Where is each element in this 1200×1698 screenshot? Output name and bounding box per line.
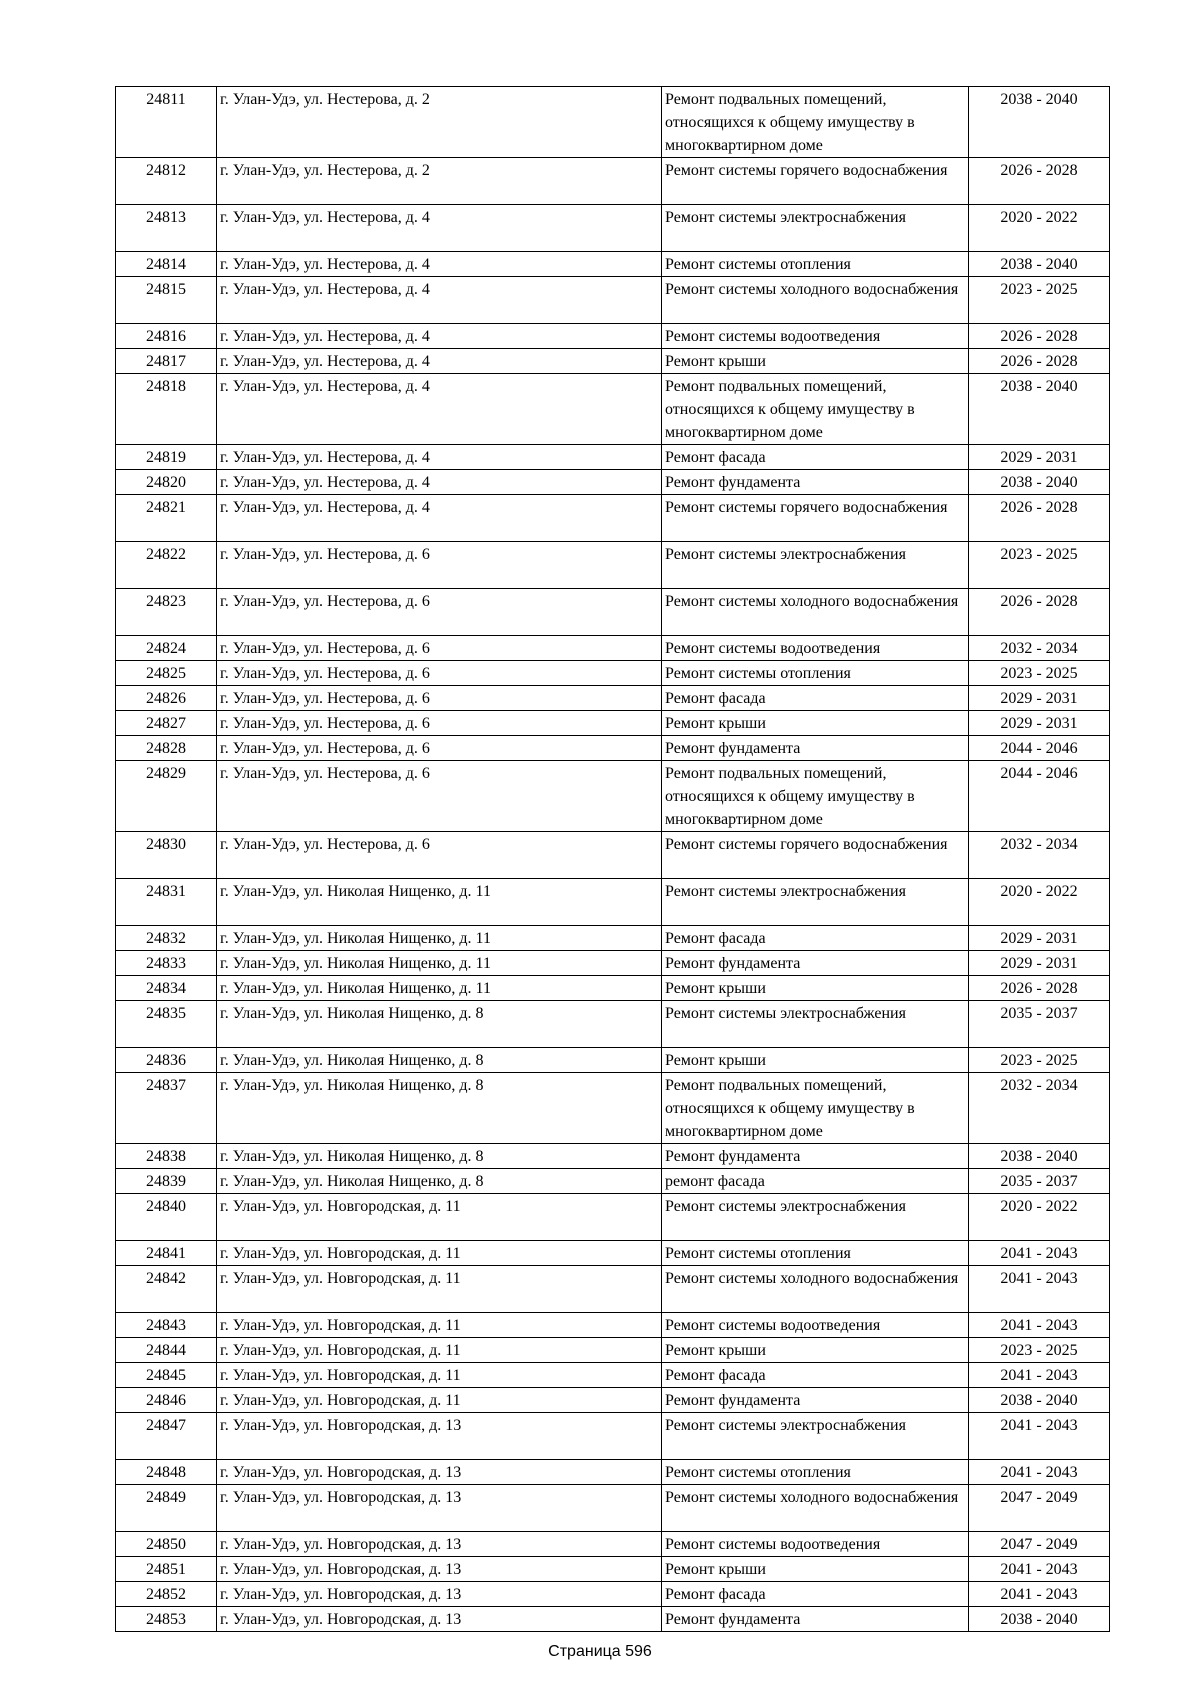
- row-number: 24850: [116, 1532, 217, 1557]
- row-number: 24847: [116, 1413, 217, 1460]
- row-number: 24818: [116, 374, 217, 445]
- address-cell: г. Улан-Удэ, ул. Нестерова, д. 4: [217, 277, 662, 324]
- row-number: 24848: [116, 1460, 217, 1485]
- row-number: 24845: [116, 1363, 217, 1388]
- row-number: 24816: [116, 324, 217, 349]
- table-row: [116, 1557, 1110, 1582]
- row-number: 24838: [116, 1144, 217, 1169]
- address-cell: г. Улан-Удэ, ул. Нестерова, д. 2: [217, 158, 662, 205]
- table-row: [116, 589, 1110, 636]
- row-number: 24831: [116, 879, 217, 926]
- work-type-cell: Ремонт подвальных помещений, относящихся к общему имуществу в многоквартирном доме: [662, 87, 969, 158]
- table-row: [116, 1388, 1110, 1413]
- work-type-cell: Ремонт фасада: [662, 1363, 969, 1388]
- table-row: [116, 470, 1110, 495]
- period-cell: 2029 - 2031: [969, 711, 1110, 736]
- period-cell: 2047 - 2049: [969, 1532, 1110, 1557]
- work-type-cell: Ремонт фасада: [662, 445, 969, 470]
- table-row: [116, 661, 1110, 686]
- row-number: 24817: [116, 349, 217, 374]
- period-cell: 2032 - 2034: [969, 1073, 1110, 1144]
- address-cell: г. Улан-Удэ, ул. Нестерова, д. 4: [217, 324, 662, 349]
- work-type-cell: Ремонт системы водоотведения: [662, 636, 969, 661]
- address-cell: г. Улан-Удэ, ул. Новгородская, д. 11: [217, 1313, 662, 1338]
- period-cell: 2023 - 2025: [969, 542, 1110, 589]
- work-type-cell: Ремонт системы водоотведения: [662, 1532, 969, 1557]
- table-row: [116, 1194, 1110, 1241]
- work-type-cell: Ремонт крыши: [662, 711, 969, 736]
- table-row: [116, 1048, 1110, 1073]
- period-cell: 2029 - 2031: [969, 686, 1110, 711]
- row-number: 24828: [116, 736, 217, 761]
- table-row: [116, 1460, 1110, 1485]
- work-type-cell: Ремонт фундамента: [662, 951, 969, 976]
- row-number: 24842: [116, 1266, 217, 1313]
- address-cell: г. Улан-Удэ, ул. Новгородская, д. 13: [217, 1607, 662, 1632]
- period-cell: 2038 - 2040: [969, 1144, 1110, 1169]
- period-cell: 2044 - 2046: [969, 761, 1110, 832]
- work-type-cell: Ремонт системы электроснабжения: [662, 1001, 969, 1048]
- work-type-cell: Ремонт системы отопления: [662, 252, 969, 277]
- period-cell: 2029 - 2031: [969, 951, 1110, 976]
- table-row: [116, 951, 1110, 976]
- period-cell: 2038 - 2040: [969, 1607, 1110, 1632]
- table-row: [116, 1607, 1110, 1632]
- address-cell: г. Улан-Удэ, ул. Нестерова, д. 4: [217, 470, 662, 495]
- row-number: 24829: [116, 761, 217, 832]
- period-cell: 2038 - 2040: [969, 470, 1110, 495]
- table-row: [116, 711, 1110, 736]
- table-row: [116, 277, 1110, 324]
- period-cell: 2044 - 2046: [969, 736, 1110, 761]
- work-type-cell: Ремонт системы отопления: [662, 1460, 969, 1485]
- table-row: [116, 1413, 1110, 1460]
- table-row: [116, 374, 1110, 445]
- work-type-cell: Ремонт системы холодного водоснабжения: [662, 277, 969, 324]
- address-cell: г. Улан-Удэ, ул. Новгородская, д. 13: [217, 1485, 662, 1532]
- work-type-cell: Ремонт крыши: [662, 1338, 969, 1363]
- address-cell: г. Улан-Удэ, ул. Новгородская, д. 11: [217, 1338, 662, 1363]
- period-cell: 2038 - 2040: [969, 252, 1110, 277]
- row-number: 24822: [116, 542, 217, 589]
- row-number: 24827: [116, 711, 217, 736]
- period-cell: 2023 - 2025: [969, 661, 1110, 686]
- address-cell: г. Улан-Удэ, ул. Нестерова, д. 6: [217, 589, 662, 636]
- table-row: [116, 87, 1110, 158]
- address-cell: г. Улан-Удэ, ул. Новгородская, д. 11: [217, 1241, 662, 1266]
- table-row: [116, 736, 1110, 761]
- address-cell: г. Улан-Удэ, ул. Николая Нищенко, д. 11: [217, 951, 662, 976]
- row-number: 24812: [116, 158, 217, 205]
- address-cell: г. Улан-Удэ, ул. Нестерова, д. 6: [217, 542, 662, 589]
- row-number: 24843: [116, 1313, 217, 1338]
- row-number: 24821: [116, 495, 217, 542]
- period-cell: 2038 - 2040: [969, 87, 1110, 158]
- page-number: Страница 596: [548, 1643, 652, 1660]
- work-type-cell: Ремонт крыши: [662, 1557, 969, 1582]
- row-number: 24834: [116, 976, 217, 1001]
- work-type-cell: Ремонт подвальных помещений, относящихся к общему имуществу в многоквартирном доме: [662, 1073, 969, 1144]
- address-cell: г. Улан-Удэ, ул. Новгородская, д. 11: [217, 1266, 662, 1313]
- work-type-cell: Ремонт системы водоотведения: [662, 1313, 969, 1338]
- address-cell: г. Улан-Удэ, ул. Новгородская, д. 11: [217, 1363, 662, 1388]
- row-number: 24840: [116, 1194, 217, 1241]
- table-row: [116, 158, 1110, 205]
- work-type-cell: Ремонт фундамента: [662, 1388, 969, 1413]
- period-cell: 2041 - 2043: [969, 1313, 1110, 1338]
- address-cell: г. Улан-Удэ, ул. Новгородская, д. 13: [217, 1582, 662, 1607]
- row-number: 24825: [116, 661, 217, 686]
- row-number: 24820: [116, 470, 217, 495]
- address-cell: г. Улан-Удэ, ул. Новгородская, д. 13: [217, 1460, 662, 1485]
- address-cell: г. Улан-Удэ, ул. Нестерова, д. 4: [217, 252, 662, 277]
- work-type-cell: Ремонт подвальных помещений, относящихся к общему имуществу в многоквартирном доме: [662, 761, 969, 832]
- work-type-cell: Ремонт фундамента: [662, 736, 969, 761]
- period-cell: 2041 - 2043: [969, 1582, 1110, 1607]
- period-cell: 2041 - 2043: [969, 1413, 1110, 1460]
- row-number: 24836: [116, 1048, 217, 1073]
- period-cell: 2020 - 2022: [969, 1194, 1110, 1241]
- work-type-cell: Ремонт системы отопления: [662, 1241, 969, 1266]
- work-type-cell: Ремонт системы электроснабжения: [662, 205, 969, 252]
- table-row: [116, 1363, 1110, 1388]
- table-row: [116, 495, 1110, 542]
- work-type-cell: Ремонт подвальных помещений, относящихся к общему имуществу в многоквартирном доме: [662, 374, 969, 445]
- table-row: [116, 832, 1110, 879]
- address-cell: г. Улан-Удэ, ул. Нестерова, д. 6: [217, 736, 662, 761]
- row-number: 24813: [116, 205, 217, 252]
- address-cell: г. Улан-Удэ, ул. Новгородская, д. 13: [217, 1557, 662, 1582]
- row-number: 24811: [116, 87, 217, 158]
- address-cell: г. Улан-Удэ, ул. Николая Нищенко, д. 8: [217, 1073, 662, 1144]
- period-cell: 2026 - 2028: [969, 976, 1110, 1001]
- work-type-cell: Ремонт системы горячего водоснабжения: [662, 832, 969, 879]
- address-cell: г. Улан-Удэ, ул. Новгородская, д. 13: [217, 1413, 662, 1460]
- period-cell: 2026 - 2028: [969, 158, 1110, 205]
- period-cell: 2029 - 2031: [969, 926, 1110, 951]
- work-type-cell: Ремонт системы холодного водоснабжения: [662, 1485, 969, 1532]
- work-type-cell: Ремонт фасада: [662, 926, 969, 951]
- period-cell: 2026 - 2028: [969, 324, 1110, 349]
- work-type-cell: Ремонт фасада: [662, 1582, 969, 1607]
- table-row: [116, 926, 1110, 951]
- work-type-cell: Ремонт системы отопления: [662, 661, 969, 686]
- period-cell: 2041 - 2043: [969, 1363, 1110, 1388]
- row-number: 24815: [116, 277, 217, 324]
- address-cell: г. Улан-Удэ, ул. Николая Нищенко, д. 11: [217, 976, 662, 1001]
- work-type-cell: ремонт фасада: [662, 1169, 969, 1194]
- address-cell: г. Улан-Удэ, ул. Нестерова, д. 4: [217, 205, 662, 252]
- table-row: [116, 542, 1110, 589]
- address-cell: г. Улан-Удэ, ул. Нестерова, д. 6: [217, 832, 662, 879]
- address-cell: г. Улан-Удэ, ул. Николая Нищенко, д. 8: [217, 1169, 662, 1194]
- period-cell: 2035 - 2037: [969, 1169, 1110, 1194]
- address-cell: г. Улан-Удэ, ул. Новгородская, д. 11: [217, 1194, 662, 1241]
- table-row: [116, 1338, 1110, 1363]
- work-type-cell: Ремонт фундамента: [662, 1144, 969, 1169]
- row-number: 24853: [116, 1607, 217, 1632]
- row-number: 24849: [116, 1485, 217, 1532]
- period-cell: 2038 - 2040: [969, 1388, 1110, 1413]
- table-row: [116, 1001, 1110, 1048]
- period-cell: 2023 - 2025: [969, 1048, 1110, 1073]
- row-number: 24844: [116, 1338, 217, 1363]
- address-cell: г. Улан-Удэ, ул. Нестерова, д. 6: [217, 686, 662, 711]
- row-number: 24839: [116, 1169, 217, 1194]
- table-row: [116, 445, 1110, 470]
- address-cell: г. Улан-Удэ, ул. Нестерова, д. 4: [217, 374, 662, 445]
- period-cell: 2020 - 2022: [969, 879, 1110, 926]
- table-row: [116, 879, 1110, 926]
- row-number: 24826: [116, 686, 217, 711]
- address-cell: г. Улан-Удэ, ул. Нестерова, д. 6: [217, 761, 662, 832]
- table-row: [116, 1485, 1110, 1532]
- work-type-cell: Ремонт системы водоотведения: [662, 324, 969, 349]
- table-row: [116, 1266, 1110, 1313]
- period-cell: 2026 - 2028: [969, 349, 1110, 374]
- period-cell: 2041 - 2043: [969, 1241, 1110, 1266]
- work-type-cell: Ремонт системы электроснабжения: [662, 879, 969, 926]
- period-cell: 2029 - 2031: [969, 445, 1110, 470]
- table-row: [116, 205, 1110, 252]
- address-cell: г. Улан-Удэ, ул. Нестерова, д. 6: [217, 661, 662, 686]
- work-type-cell: Ремонт системы горячего водоснабжения: [662, 495, 969, 542]
- address-cell: г. Улан-Удэ, ул. Николая Нищенко, д. 11: [217, 926, 662, 951]
- row-number: 24841: [116, 1241, 217, 1266]
- period-cell: 2032 - 2034: [969, 636, 1110, 661]
- table-row: [116, 976, 1110, 1001]
- work-type-cell: Ремонт крыши: [662, 349, 969, 374]
- row-number: 24835: [116, 1001, 217, 1048]
- period-cell: 2047 - 2049: [969, 1485, 1110, 1532]
- table-row: [116, 1313, 1110, 1338]
- address-cell: г. Улан-Удэ, ул. Нестерова, д. 4: [217, 349, 662, 374]
- work-type-cell: Ремонт системы электроснабжения: [662, 542, 969, 589]
- address-cell: г. Улан-Удэ, ул. Нестерова, д. 6: [217, 636, 662, 661]
- work-type-cell: Ремонт фундамента: [662, 470, 969, 495]
- table-row: [116, 349, 1110, 374]
- table-row: [116, 324, 1110, 349]
- row-number: 24851: [116, 1557, 217, 1582]
- address-cell: г. Улан-Удэ, ул. Нестерова, д. 4: [217, 495, 662, 542]
- repair-schedule-table: [115, 86, 1110, 1632]
- work-type-cell: Ремонт системы холодного водоснабжения: [662, 589, 969, 636]
- work-type-cell: Ремонт системы холодного водоснабжения: [662, 1266, 969, 1313]
- work-type-cell: Ремонт крыши: [662, 976, 969, 1001]
- table-row: [116, 761, 1110, 832]
- period-cell: 2026 - 2028: [969, 495, 1110, 542]
- period-cell: 2041 - 2043: [969, 1557, 1110, 1582]
- period-cell: 2041 - 2043: [969, 1266, 1110, 1313]
- period-cell: 2026 - 2028: [969, 589, 1110, 636]
- address-cell: г. Улан-Удэ, ул. Нестерова, д. 2: [217, 87, 662, 158]
- period-cell: 2023 - 2025: [969, 1338, 1110, 1363]
- row-number: 24814: [116, 252, 217, 277]
- row-number: 24846: [116, 1388, 217, 1413]
- row-number: 24837: [116, 1073, 217, 1144]
- work-type-cell: Ремонт фасада: [662, 686, 969, 711]
- address-cell: г. Улан-Удэ, ул. Николая Нищенко, д. 8: [217, 1048, 662, 1073]
- work-type-cell: Ремонт фундамента: [662, 1607, 969, 1632]
- table-row: [116, 1241, 1110, 1266]
- address-cell: г. Улан-Удэ, ул. Новгородская, д. 13: [217, 1532, 662, 1557]
- address-cell: г. Улан-Удэ, ул. Николая Нищенко, д. 11: [217, 879, 662, 926]
- row-number: 24830: [116, 832, 217, 879]
- period-cell: 2038 - 2040: [969, 374, 1110, 445]
- table-body: [116, 87, 1110, 1632]
- period-cell: 2032 - 2034: [969, 832, 1110, 879]
- table-row: [116, 1073, 1110, 1144]
- table-row: [116, 252, 1110, 277]
- row-number: 24832: [116, 926, 217, 951]
- address-cell: г. Улан-Удэ, ул. Николая Нищенко, д. 8: [217, 1144, 662, 1169]
- table-row: [116, 1532, 1110, 1557]
- work-type-cell: Ремонт системы электроснабжения: [662, 1194, 969, 1241]
- period-cell: 2020 - 2022: [969, 205, 1110, 252]
- work-type-cell: Ремонт крыши: [662, 1048, 969, 1073]
- address-cell: г. Улан-Удэ, ул. Новгородская, д. 11: [217, 1388, 662, 1413]
- row-number: 24823: [116, 589, 217, 636]
- table-row: [116, 636, 1110, 661]
- table-row: [116, 1582, 1110, 1607]
- table-row: [116, 1169, 1110, 1194]
- address-cell: г. Улан-Удэ, ул. Нестерова, д. 4: [217, 445, 662, 470]
- row-number: 24819: [116, 445, 217, 470]
- address-cell: г. Улан-Удэ, ул. Нестерова, д. 6: [217, 711, 662, 736]
- table-row: [116, 1144, 1110, 1169]
- period-cell: 2023 - 2025: [969, 277, 1110, 324]
- row-number: 24824: [116, 636, 217, 661]
- row-number: 24852: [116, 1582, 217, 1607]
- table-row: [116, 686, 1110, 711]
- work-type-cell: Ремонт системы горячего водоснабжения: [662, 158, 969, 205]
- address-cell: г. Улан-Удэ, ул. Николая Нищенко, д. 8: [217, 1001, 662, 1048]
- period-cell: 2035 - 2037: [969, 1001, 1110, 1048]
- period-cell: 2041 - 2043: [969, 1460, 1110, 1485]
- work-type-cell: Ремонт системы электроснабжения: [662, 1413, 969, 1460]
- row-number: 24833: [116, 951, 217, 976]
